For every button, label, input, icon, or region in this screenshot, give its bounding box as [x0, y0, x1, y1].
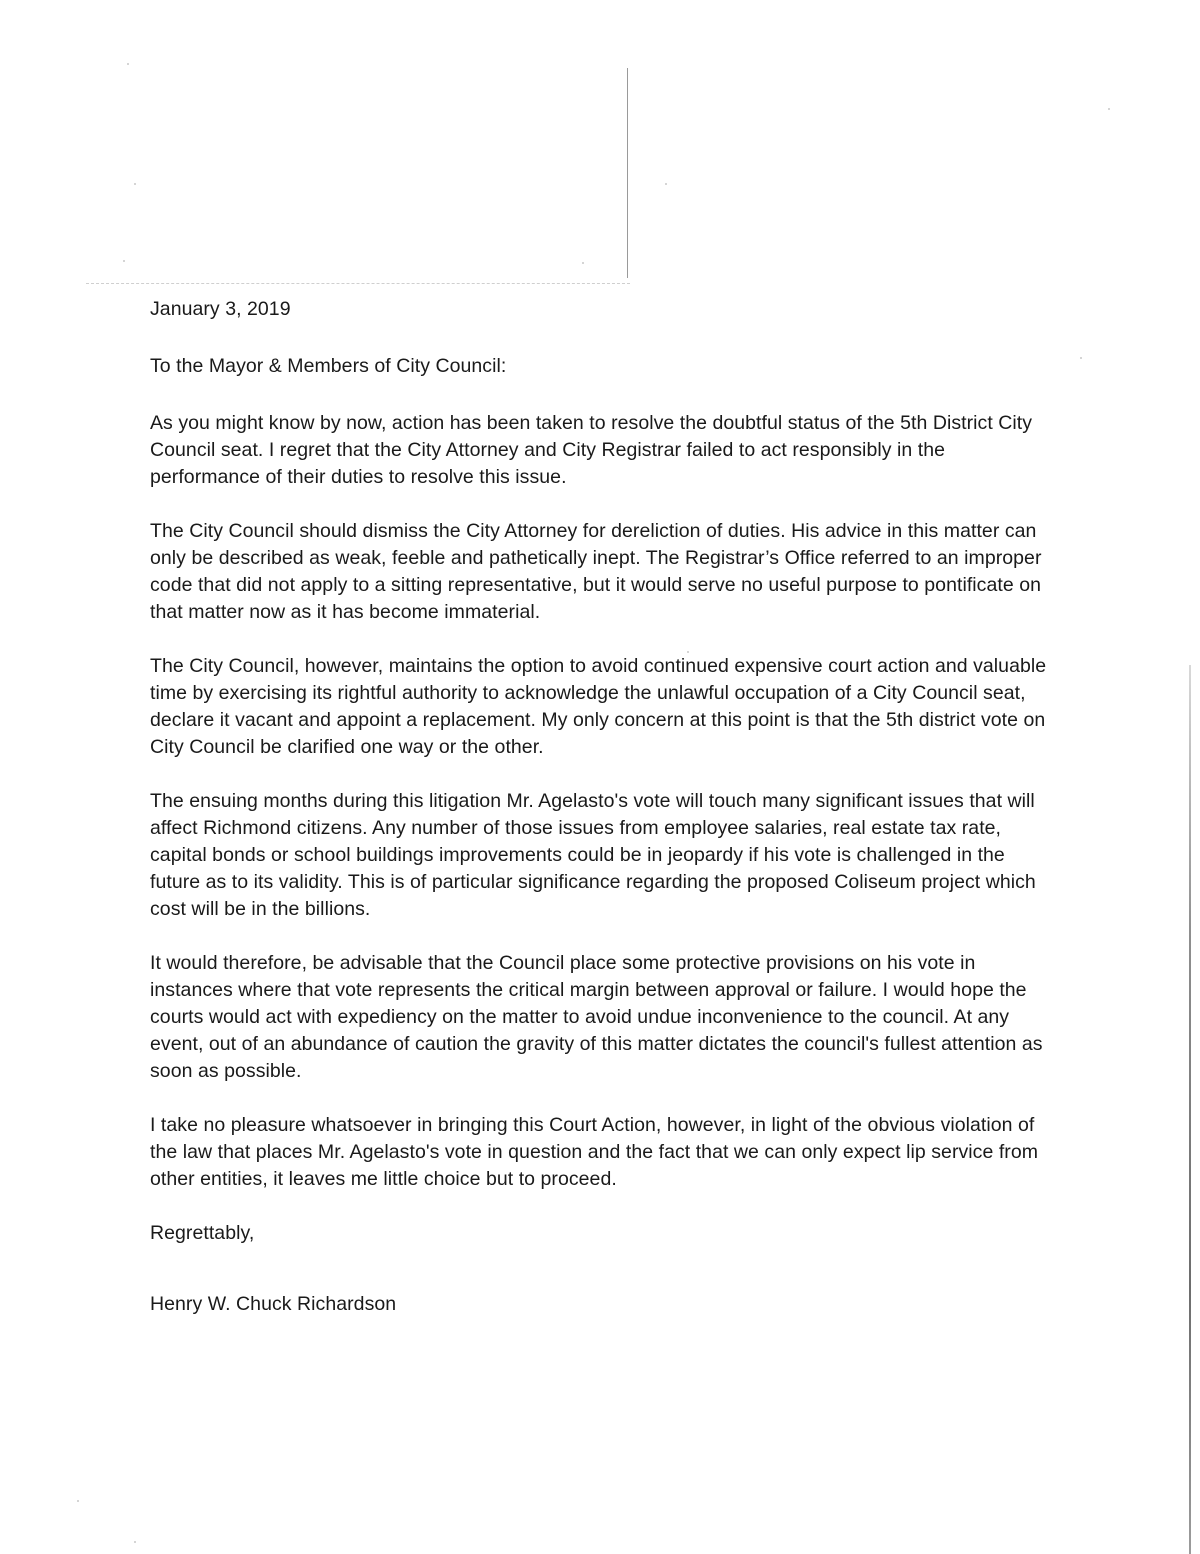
letter-paragraph-5: It would therefore, be advisable that the Council place some protective provisions on his vote in instances where that vote represents the critical margin between approval or failure. I would hope the courts would act with expediency on the matter to avoid undue inconvenience to the council. At any event, out of an abundance of caution the gravity of this matter dictates the council's fullest attention as soon as possible. [150, 952, 1043, 1082]
scan-page-edge [1189, 665, 1191, 1554]
letter-paragraph-6: I take no pleasure whatsoever in bringing this Court Action, however, in light of the obvious violation of the law that places Mr. Agelasto's vote in question and the fact that we can only expect lip service from other entities, it leaves me little choice but to proceed. [150, 1114, 1039, 1190]
scan-speck [77, 1500, 79, 1502]
scan-speck [127, 63, 129, 65]
scan-speck [1108, 108, 1110, 110]
letter-salutation: To the Mayor & Members of City Council: [150, 355, 507, 377]
scan-speck [134, 1541, 136, 1543]
letter-paragraph-1: As you might know by now, action has been taken to resolve the doubtful status of the 5th District City Council seat. I regret that the City Attorney and City Registrar failed to act responsibly in the performance of their duties to resolve this issue. [150, 412, 1033, 488]
letter-paragraph-4: The ensuing months during this litigation Mr. Agelasto's vote will touch many significant issues that will affect Richmond citizens. Any number of those issues from employee salaries, real estate tax rate, capital bonds or school buildings improvements could be in jeopardy if his vote is challenged in the future as to its validity. This is of particular significance regarding the proposed Coliseum project which cost will be in the billions. [150, 790, 1036, 920]
letter-closing: Regrettably, [150, 1222, 255, 1244]
letter-paragraph-3: The City Council, however, maintains the option to avoid continued expensive court action and valuable time by exercising its rightful authority to acknowledge the unlawful occupation of a City Council seat, declare it vacant and appoint a replacement. My only concern at this point is that the 5th district vote on City Council be clarified one way or the other. [150, 655, 1047, 758]
scan-speck [134, 183, 136, 185]
scan-artifact-dashed-line [86, 283, 630, 284]
letter-signature-name: Henry W. Chuck Richardson [150, 1293, 397, 1315]
letter-date: January 3, 2019 [150, 298, 291, 320]
scan-speck [1080, 357, 1082, 359]
letter-body [150, 296, 1050, 1318]
scan-speck [123, 260, 125, 262]
scan-artifact-line [627, 68, 628, 278]
letter-paragraph-2: The City Council should dismiss the City Attorney for dereliction of duties. His advice in this matter can only be described as weak, feeble and pathetically inept. The Registrar’s Office referred to an improper code that did not apply to a sitting representative, but it would serve no useful purpose to pontificate on that matter now as it has become immaterial. [150, 520, 1042, 623]
scan-speck [665, 183, 667, 185]
scan-speck [582, 262, 584, 264]
